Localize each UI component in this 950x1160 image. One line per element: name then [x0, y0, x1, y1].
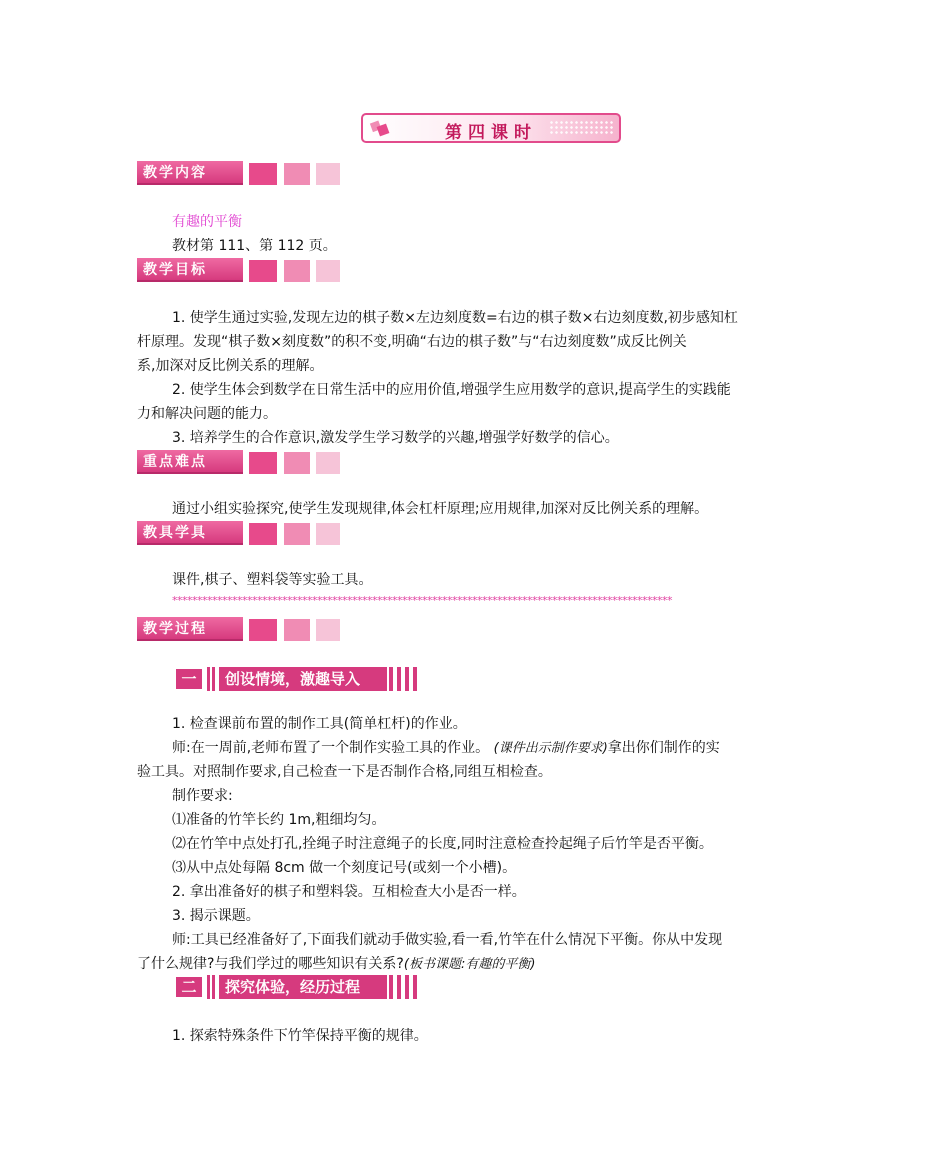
header-square: [316, 452, 340, 474]
step-2-header: [174, 975, 420, 999]
step1-item-1: 1. 检查课前布置的制作工具(简单杠杆)的作业。: [172, 716, 467, 732]
header-square: [316, 619, 340, 641]
header-square: [249, 163, 277, 185]
step-1-header: [174, 667, 420, 691]
board-note: (板书课题:有趣的平衡): [403, 957, 536, 972]
stripe-decoration: [207, 975, 217, 999]
step1-teacher-line-4: [137, 952, 535, 977]
requirement-1: ⑴准备的竹竿长约 1m,粗细均匀。: [172, 812, 386, 828]
content-topic: 有趣的平衡: [172, 214, 242, 230]
step1-teacher-line-1: [172, 736, 720, 761]
step-title: 创设情境，激趣导入: [219, 667, 387, 691]
goal-1-line-3: 系,加深对反比例关系的理解。: [137, 358, 324, 374]
section-label: 教具学具: [137, 521, 243, 545]
step1-teacher-line-2: 验工具。对照制作要求,自己检查一下是否制作合格,同组互相检查。: [137, 764, 552, 780]
section-header-content: [137, 161, 343, 186]
section-label: 教学过程: [137, 617, 243, 641]
header-square: [284, 163, 310, 185]
stripe-decoration: [389, 975, 420, 999]
header-square: [249, 260, 277, 282]
step1-teacher-line-3: 师:工具已经准备好了,下面我们就动手做实验,看一看,竹竿在什么情况下平衡。你从中发现: [172, 932, 723, 948]
lesson-title: 第四课时: [445, 123, 537, 143]
section-header-keypoints: [137, 450, 343, 475]
stripe-decoration: [207, 667, 217, 691]
header-square: [284, 260, 310, 282]
courseware-note: (课件出示制作要求): [493, 741, 608, 756]
requirements-heading: 制作要求:: [172, 788, 233, 804]
step2-item-1: 1. 探索特殊条件下竹竿保持平衡的规律。: [172, 1028, 428, 1044]
requirement-3: ⑶从中点处每隔 8cm 做一个刻度记号(或刻一个小槽)。: [172, 860, 517, 876]
section-header-goals: [137, 258, 343, 283]
header-square: [284, 619, 310, 641]
section-header-process: [137, 617, 343, 642]
teacher-speech-cont: 拿出你们制作的实: [607, 740, 720, 756]
banner-dot-pattern: [549, 120, 613, 136]
goal-1-line-1: 1. 使学生通过实验,发现左边的棋子数×左边刻度数=右边的棋子数×右边刻度数,初步感知杠: [172, 310, 738, 326]
tools-text: 课件,棋子、塑料袋等实验工具。: [172, 572, 373, 588]
step1-item-3: 3. 揭示课题。: [172, 908, 260, 924]
header-square: [316, 260, 340, 282]
section-label: 教学内容: [137, 161, 243, 185]
section-header-tools: [137, 521, 343, 546]
keypoints-text: 通过小组实验探究,使学生发现规律,体会杠杆原理;应用规律,加深对反比例关系的理解。: [172, 501, 709, 517]
header-square: [249, 619, 277, 641]
step1-item-2: 2. 拿出准备好的棋子和塑料袋。互相检查大小是否一样。: [172, 884, 526, 900]
header-square: [249, 523, 277, 545]
goal-3-line-1: 3. 培养学生的合作意识,激发学生学习数学的兴趣,增强学好数学的信心。: [172, 430, 619, 446]
goal-2-line-2: 力和解决问题的能力。: [137, 406, 277, 422]
goal-1-line-2: 杆原理。发现“棋子数×刻度数”的积不变,明确“右边的棋子数”与“右边刻度数”成反比例关: [137, 334, 687, 350]
section-label: 重点难点: [137, 450, 243, 474]
header-square: [316, 163, 340, 185]
step-number: 二: [174, 975, 204, 999]
teacher-speech: 师:在一周前,老师布置了一个制作实验工具的作业。: [172, 740, 490, 756]
requirement-2: ⑵在竹竿中点处打孔,拴绳子时注意绳子的长度,同时注意检查拎起绳子后竹竿是否平衡。: [172, 836, 713, 852]
step-number: 一: [174, 667, 204, 691]
teacher-speech: 了什么规律?与我们学过的哪些知识有关系?: [137, 956, 404, 972]
content-pages: 教材第 111、第 112 页。: [172, 238, 337, 254]
section-label: 教学目标: [137, 258, 243, 282]
header-square: [284, 452, 310, 474]
header-square: [316, 523, 340, 545]
step-title: 探究体验，经历过程: [219, 975, 387, 999]
header-square: [284, 523, 310, 545]
lesson-title-banner: [361, 113, 621, 143]
stripe-decoration: [389, 667, 420, 691]
goal-2-line-1: 2. 使学生体会到数学在日常生活中的应用价值,增强学生应用数学的意识,提高学生的实践能: [172, 382, 731, 398]
header-square: [249, 452, 277, 474]
star-divider: ****************************************************************************************************: [172, 594, 672, 607]
